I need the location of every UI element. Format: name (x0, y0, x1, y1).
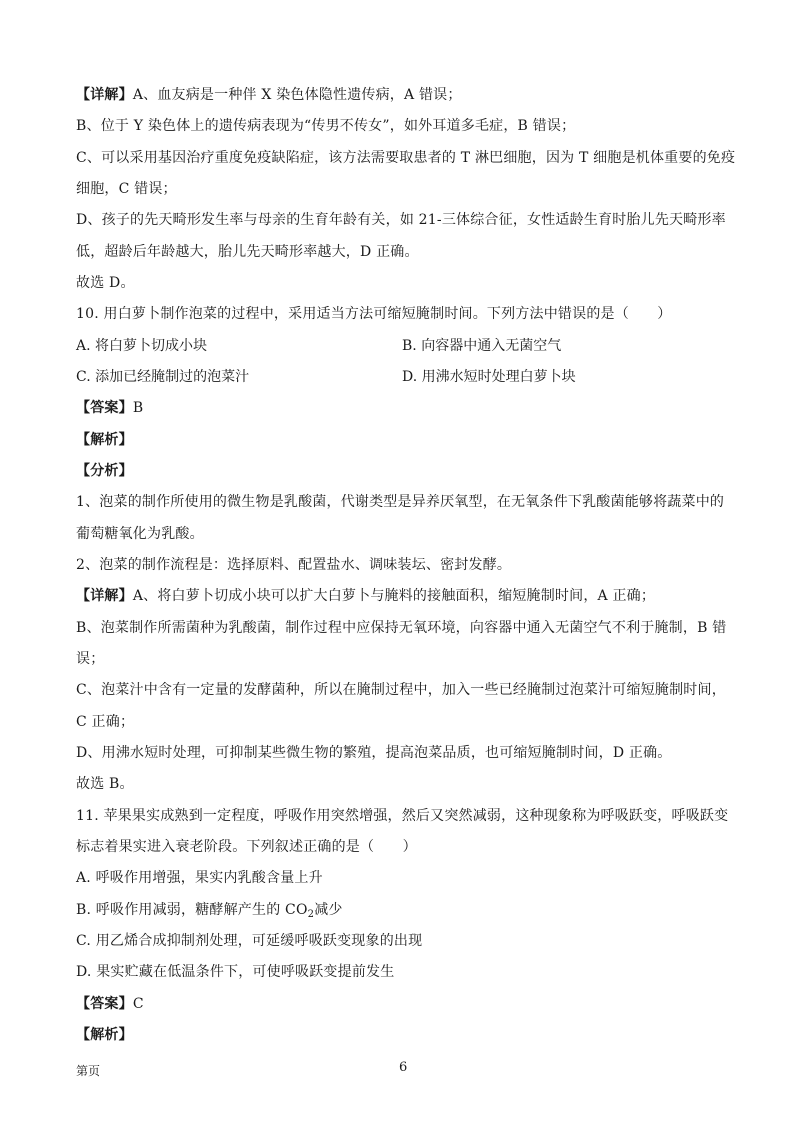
q9-detail-d1: D、孩子的先天畸形发生率与母亲的生育年龄有关，如 21-三体综合征，女性适龄生育时胎儿先天畸形率 (76, 212, 726, 228)
q10-option-a: A. 将白萝卜切成小块 (76, 338, 208, 354)
q10-detail-b1: B、泡菜制作所需菌种为乳酸菌，制作过程中应保持无氧环境，向容器中通入无菌空气不利于腌制，B 错 (76, 620, 727, 636)
q10-option-b: B. 向容器中通入无菌空气 (402, 338, 562, 354)
q10-detail-c1: C、泡菜汁中含有一定量的发酵菌种，所以在腌制过程中，加入一些已经腌制过泡菜汁可缩短腌制时间， (76, 682, 726, 698)
q11-option-a: A. 呼吸作用增强，果实内乳酸含量上升 (76, 870, 323, 886)
q10-option-d: D. 用沸水短时处理白萝卜块 (402, 369, 576, 385)
q11-stem-2: 标志着果实进入衰老阶段。下列叙述正确的是（ ） (76, 839, 417, 855)
q10-detail-d: D、用沸水短时处理，可抑制某些微生物的繁殖，提高泡菜品质，也可缩短腌制时间，D 正确。 (76, 745, 672, 761)
q11-stem-1: 11. 苹果果实成熟到一定程度，呼吸作用突然增强，然后又突然减弱，这种现象称为呼吸跃变，呼吸跃变 (76, 808, 729, 824)
q9-detail-c1: C、可以采用基因治疗重度免疫缺陷症，该方法需要取患者的 T 淋巴细胞，因为 T 细胞是机体重要的免疫 (76, 150, 736, 166)
q10-fenxi-1a: 1、泡菜的制作所使用的微生物是乳酸菌，代谢类型是异养厌氧型，在无氧条件下乳酸菌能够将蔬菜中的 (76, 494, 725, 510)
q10-fenxi-1b: 葡萄糖氧化为乳酸。 (76, 526, 204, 542)
q11-option-c: C. 用乙烯合成抑制剂处理，可延缓呼吸跃变现象的出现 (76, 933, 423, 949)
q11-option-d: D. 果实贮藏在低温条件下，可使呼吸跃变提前发生 (76, 964, 395, 980)
q11-option-b: B. 呼吸作用减弱，糖酵解产生的 $CO_2$减少 (76, 902, 343, 920)
q10-fenxi-2: 2、泡菜的制作流程是：选择原料、配置盐水、调味装坛、密封发酵。 (76, 557, 512, 573)
q10-analysis-tag: 【解析】 (76, 432, 133, 448)
q10-answer: 【答案】B (76, 400, 144, 416)
q9-detail-b: B、位于 Y 染色体上的遗传病表现为“传男不传女”，如外耳道多毛症，B 错误； (76, 118, 576, 134)
q9-choose: 故选 D。 (76, 275, 135, 291)
q10-option-c: C. 添加已经腌制过的泡菜汁 (76, 369, 250, 385)
footer-page-number: 6 (399, 1060, 408, 1075)
q10-choose: 故选 B。 (76, 776, 134, 792)
footer-page-label: 第页 (76, 1064, 101, 1078)
q10-fenxi-tag: 【分析】 (76, 463, 133, 479)
q10-detail-b2: 误； (76, 651, 105, 667)
q10-stem: 10. 用白萝卜制作泡菜的过程中，采用适当方法可缩短腌制时间。下列方法中错误的是（ ） (76, 306, 672, 322)
detail-tag: 【详解】 (76, 87, 133, 103)
q11-analysis-tag: 【解析】 (76, 1027, 133, 1043)
q10-detail-c2: C 正确； (76, 714, 135, 730)
q11-answer: 【答案】C (76, 996, 144, 1012)
q10-detail-a: 【详解】A、将白萝卜切成小块可以扩大白萝卜与腌料的接触面积，缩短腌制时间，A 正确； (76, 588, 656, 604)
q9-detail-c2: 细胞，C 错误； (76, 181, 177, 197)
q9-detail-a: 【详解】A、血友病是一种伴 X 染色体隐性遗传病，A 错误； (76, 87, 462, 103)
q9-detail-d2: 低，超龄后年龄越大，胎儿先天畸形率越大，D 正确。 (76, 244, 419, 260)
